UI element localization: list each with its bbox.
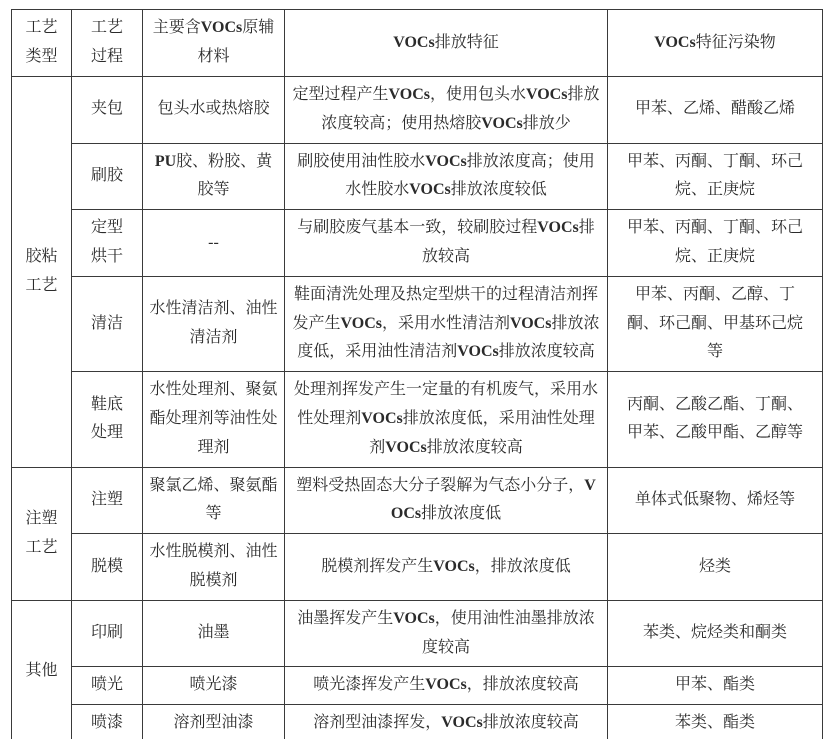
emission-cell: 鞋面清洗处理及热定型烘干的过程清洁剂挥发产生VOCs，采用水性清洁剂VOCs排放浓度低，采用油性清洁剂VOCs排放浓度较高 xyxy=(285,276,608,371)
header-pollutants: VOCs特征污染物 xyxy=(608,10,823,77)
process-cell: 鞋底处理 xyxy=(72,372,143,467)
materials-cell: 水性清洁剂、油性清洁剂 xyxy=(143,276,285,371)
header-process: 工艺过程 xyxy=(72,10,143,77)
materials-cell: 溶剂型油漆 xyxy=(143,705,285,739)
header-process-type: 工艺类型 xyxy=(12,10,72,77)
materials-cell: -- xyxy=(143,210,285,277)
table-row xyxy=(12,667,823,705)
emission-cell: 处理剂挥发产生一定量的有机废气，采用水性处理剂VOCs排放浓度低，采用油性处理剂VOCs排放浓度较高 xyxy=(285,372,608,467)
table-row xyxy=(12,77,823,144)
materials-cell: 水性处理剂、聚氨酯处理剂等油性处理剂 xyxy=(143,372,285,467)
process-cell: 定型烘干 xyxy=(72,210,143,277)
pollutants-cell: 丙酮、乙酸乙酯、丁酮、甲苯、乙酸甲酯、乙醇等 xyxy=(608,372,823,467)
table-row xyxy=(12,210,823,277)
pollutants-cell: 甲苯、丙酮、丁酮、环己烷、正庚烷 xyxy=(608,210,823,277)
table-row xyxy=(12,600,823,667)
emission-cell: 油墨挥发产生VOCs，使用油性油墨排放浓度较高 xyxy=(285,600,608,667)
header-row xyxy=(12,10,823,77)
materials-cell: 包头水或热熔胶 xyxy=(143,77,285,144)
process-cell: 喷光 xyxy=(72,667,143,705)
table-row xyxy=(12,372,823,467)
header-materials: 主要含VOCs原辅材料 xyxy=(143,10,285,77)
vocs-process-table xyxy=(11,9,823,739)
process-cell: 印刷 xyxy=(72,600,143,667)
materials-cell: 水性脱模剂、油性脱模剂 xyxy=(143,534,285,601)
process-type-cell: 其他 xyxy=(12,600,72,739)
pollutants-cell: 甲苯、丙酮、丁酮、环己烷、正庚烷 xyxy=(608,143,823,210)
materials-cell: 聚氯乙烯、聚氨酯等 xyxy=(143,467,285,534)
table-header xyxy=(12,10,823,77)
emission-cell: 喷光漆挥发产生VOCs，排放浓度较高 xyxy=(285,667,608,705)
process-cell: 注塑 xyxy=(72,467,143,534)
emission-cell: 刷胶使用油性胶水VOCs排放浓度高；使用水性胶水VOCs排放浓度较低 xyxy=(285,143,608,210)
materials-cell: 喷光漆 xyxy=(143,667,285,705)
pollutants-cell: 甲苯、乙烯、醋酸乙烯 xyxy=(608,77,823,144)
process-cell: 夹包 xyxy=(72,77,143,144)
pollutants-cell: 苯类、烷烃类和酮类 xyxy=(608,600,823,667)
pollutants-cell: 苯类、酯类 xyxy=(608,705,823,739)
emission-cell: 脱模剂挥发产生VOCs，排放浓度低 xyxy=(285,534,608,601)
process-cell: 刷胶 xyxy=(72,143,143,210)
materials-cell: PU胶、粉胶、黄胶等 xyxy=(143,143,285,210)
table-row xyxy=(12,143,823,210)
emission-cell: 塑料受热固态大分子裂解为气态小分子，VOCs排放浓度低 xyxy=(285,467,608,534)
pollutants-cell: 甲苯、丙酮、乙醇、丁酮、环己酮、甲基环己烷等 xyxy=(608,276,823,371)
table-row xyxy=(12,467,823,534)
emission-cell: 溶剂型油漆挥发，VOCs排放浓度较高 xyxy=(285,705,608,739)
process-type-cell: 注塑工艺 xyxy=(12,467,72,600)
materials-cell: 油墨 xyxy=(143,600,285,667)
emission-cell: 定型过程产生VOCs，使用包头水VOCs排放浓度较高；使用热熔胶VOCs排放少 xyxy=(285,77,608,144)
pollutants-cell: 甲苯、酯类 xyxy=(608,667,823,705)
pollutants-cell: 单体式低聚物、烯烃等 xyxy=(608,467,823,534)
process-type-cell: 胶粘工艺 xyxy=(12,77,72,468)
pollutants-cell: 烃类 xyxy=(608,534,823,601)
process-cell: 喷漆 xyxy=(72,705,143,739)
table-body xyxy=(12,77,823,739)
process-cell: 脱模 xyxy=(72,534,143,601)
process-cell: 清洁 xyxy=(72,276,143,371)
header-emission: VOCs排放特征 xyxy=(285,10,608,77)
table-row xyxy=(12,534,823,601)
table-row xyxy=(12,276,823,371)
emission-cell: 与刷胶废气基本一致，较刷胶过程VOCs排放较高 xyxy=(285,210,608,277)
table-row xyxy=(12,705,823,739)
